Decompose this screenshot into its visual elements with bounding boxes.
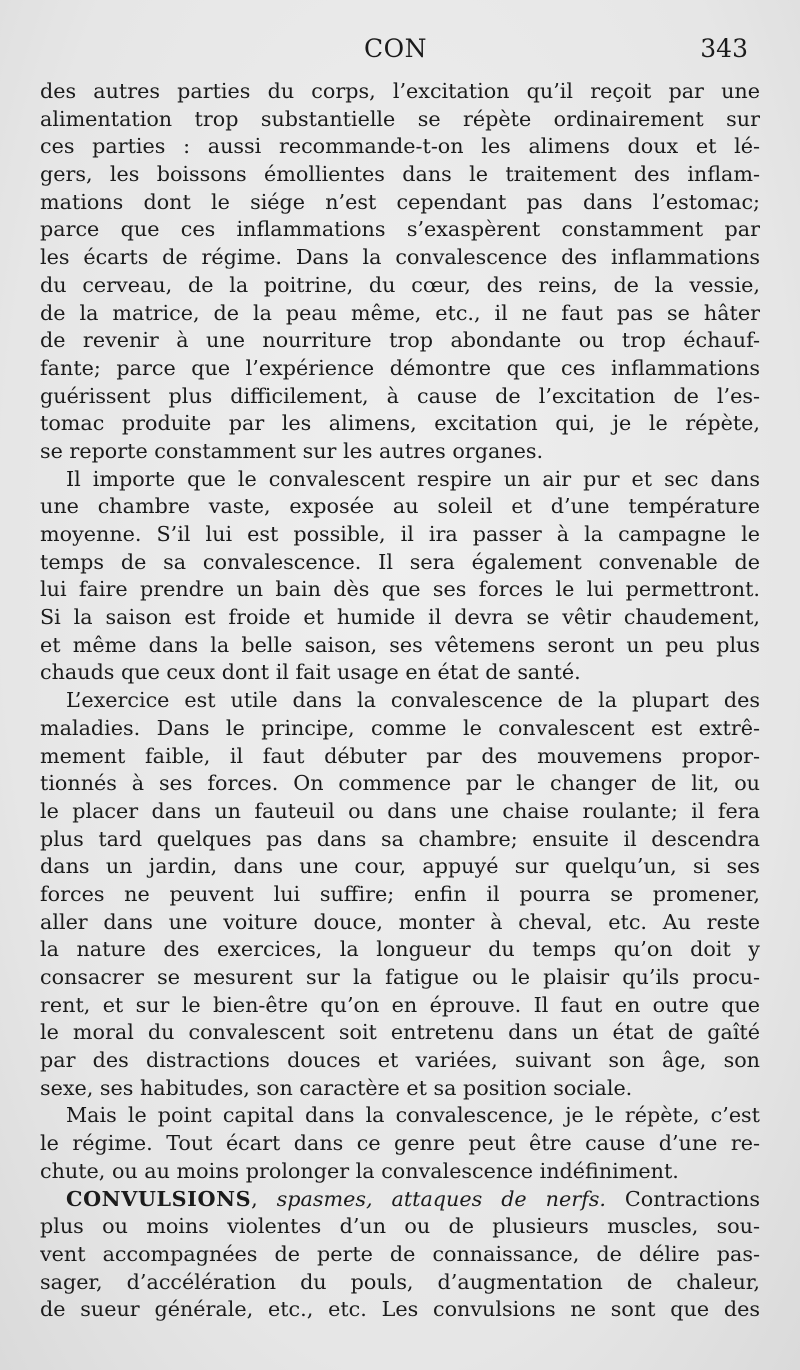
text-line: se reporte constamment sur les autres organes. xyxy=(40,438,544,463)
text-line: plus ou moins violentes d’un ou de plusieurs muscles, sou- xyxy=(40,1214,760,1239)
text-line: sager, d’accélération du pouls, d’augmentation de chaleur, xyxy=(40,1269,760,1294)
text-line: de la matrice, de la peau même, etc., il ne faut pas se hâter xyxy=(40,300,760,325)
paragraph-start-line: Il importe que le convalescent respire un air pur et sec dans xyxy=(66,466,760,491)
text-line: alimentation trop substantielle se répète ordinairement sur xyxy=(40,106,760,131)
text-line: fante; parce que l’expérience démontre que ces inflammations xyxy=(40,355,760,380)
text-line: tionnés à ses forces. On commence par le changer de lit, ou xyxy=(40,771,760,796)
page-number: 343 xyxy=(700,34,748,63)
text-line: des autres parties du corps, l’excitation qu’il reçoit par une xyxy=(40,79,760,103)
text-line: aller dans une voiture douce, monter à cheval, etc. Au reste xyxy=(40,909,760,934)
text-line: forces ne peuvent lui suffire; enfin il pourra se promener, xyxy=(40,881,760,906)
text-line: la nature des exercices, la longueur du temps qu’on doit y xyxy=(40,937,760,962)
text-line: le placer dans un fauteuil ou dans une chaise roulante; il fera xyxy=(40,798,760,823)
page-header xyxy=(0,34,800,68)
text-line: consacrer se mesurent sur la fatigue ou le plaisir qu’ils procu- xyxy=(40,965,760,989)
entry-separator: , xyxy=(251,1186,277,1211)
paragraph-start-line: L’exercice est utile dans la convalescence de la plupart des xyxy=(66,688,760,713)
text-line: vent accompagnées de perte de connaissance, de délire pas- xyxy=(40,1241,760,1266)
text-line: les écarts de régime. Dans la convalescence des inflammations xyxy=(40,245,760,270)
text-line: tomac produite par les alimens, excitation qui, je le répète, xyxy=(40,411,760,436)
text-line: temps de sa convalescence. Il sera également convenable de xyxy=(40,549,760,574)
text-line: Si la saison est froide et humide il devra se vêtir chaudement, xyxy=(40,605,760,630)
entry-term: CONVULSIONS xyxy=(66,1186,252,1211)
text-line: plus tard quelques pas dans sa chambre; ensuite il descendra xyxy=(40,826,760,851)
text-line: dans un jardin, dans une cour, appuyé sur quelqu’un, si ses xyxy=(40,854,760,879)
text-line: le régime. Tout écart dans ce genre peut être cause d’une re- xyxy=(40,1131,760,1156)
text-line: sexe, ses habitudes, son caractère et sa position sociale. xyxy=(40,1075,633,1100)
paragraph-start-line: Mais le point capital dans la convalescence, je le répète, c’est xyxy=(66,1103,760,1128)
text-line: du cerveau, de la poitrine, du cœur, des reins, de la vessie, xyxy=(40,272,760,297)
text-line: le moral du convalescent soit entretenu dans un état de gaîté xyxy=(40,1020,760,1045)
text-line: lui faire prendre un bain dès que ses forces le lui permettront. xyxy=(40,577,760,602)
entry-synonyms: spasmes, attaques de nerfs. xyxy=(276,1186,606,1211)
text-line: rent, et sur le bien-être qu’on en éprouve. Il faut en outre que xyxy=(40,992,760,1017)
text-line: de sueur générale, etc., etc. Les convulsions ne sont que des xyxy=(40,1297,760,1322)
text-line: chute, ou au moins prolonger la convalescence indéfiniment. xyxy=(40,1158,679,1183)
text-line: chauds que ceux dont il fait usage en état de santé. xyxy=(40,660,581,685)
text-line: maladies. Dans le principe, comme le convalescent est extrê- xyxy=(40,715,760,740)
text-line: une chambre vaste, exposée au soleil et d’une température xyxy=(40,494,760,519)
text-line: mations dont le siége n’est cependant pas dans l’estomac; xyxy=(40,189,760,214)
text-line: de revenir à une nourriture trop abondante ou trop échauf- xyxy=(40,328,760,353)
text-line: et même dans la belle saison, ses vêtemens seront un peu plus xyxy=(40,632,760,657)
text-line: par des distractions douces et variées, suivant son âge, son xyxy=(40,1048,760,1073)
running-head: CON xyxy=(364,34,427,63)
text-line: ces parties : aussi recommande-t-on les alimens doux et lé- xyxy=(40,134,760,159)
body-text xyxy=(40,78,760,1324)
entry-definition-start: Contractions xyxy=(605,1186,760,1211)
text-line: guérissent plus difficilement, à cause de l’excitation de l’es- xyxy=(40,383,760,408)
entry-start-line xyxy=(40,1186,760,1214)
text-line: parce que ces inflammations s’exaspèrent constamment par xyxy=(40,217,760,242)
text-line: moyenne. S’il lui est possible, il ira passer à la campagne le xyxy=(40,522,760,546)
text-line: mement faible, il faut débuter par des mouvemens propor- xyxy=(40,743,760,768)
text-line: gers, les boissons émollientes dans le traitement des inflam- xyxy=(40,162,760,187)
